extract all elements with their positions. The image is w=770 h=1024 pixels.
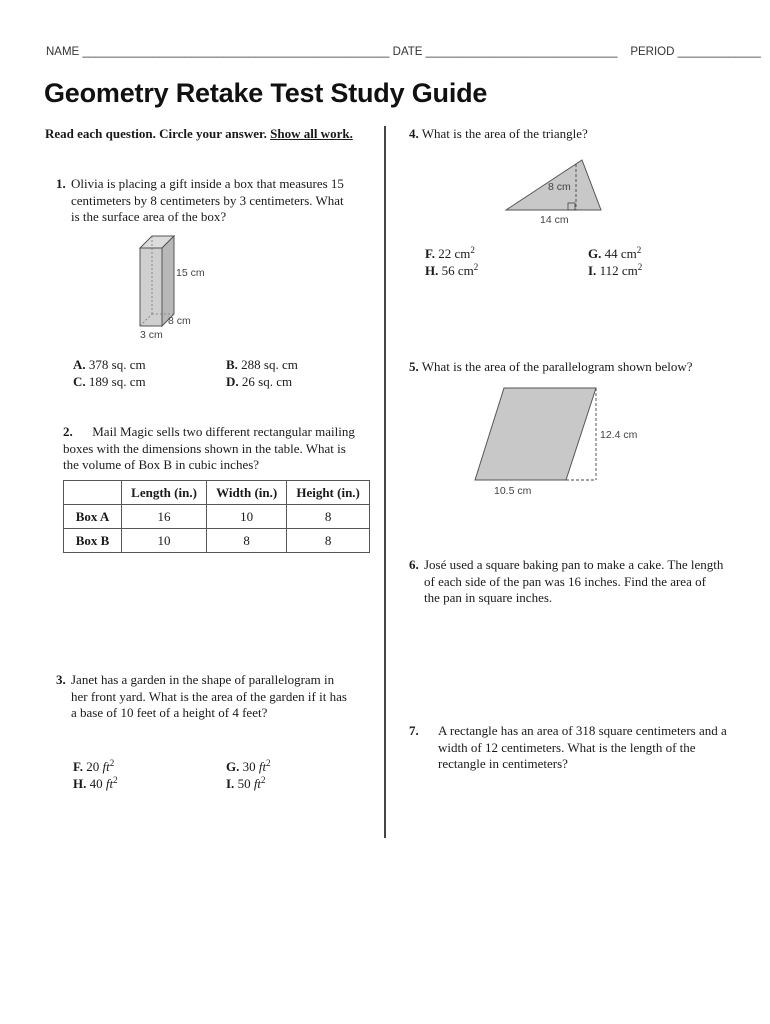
question-text: Olivia is placing a gift inside a box that measures 15 centimeters by 8 centimeters by 3 centimeters. What is the surface area of the box? xyxy=(71,176,344,224)
choice-c[interactable]: C. 189 sq. cm xyxy=(73,374,146,389)
table-header-row xyxy=(64,481,370,505)
question-4 xyxy=(409,126,739,143)
question-number: 4. xyxy=(409,126,419,141)
period-label: PERIOD xyxy=(630,46,675,58)
question-1 xyxy=(56,176,356,226)
table-header-cell: Height (in.) xyxy=(287,481,370,505)
name-blank[interactable]: ________________________________________________ xyxy=(82,46,390,58)
triangle-base-label: 14 cm xyxy=(540,214,569,226)
question-7 xyxy=(409,723,729,773)
table-cell: 10 xyxy=(122,529,207,553)
table-cell: 8 xyxy=(287,529,370,553)
parallelogram-height-label: 12.4 cm xyxy=(600,429,638,441)
question-number: 1. xyxy=(56,176,66,191)
instructions xyxy=(45,126,365,143)
table-cell: 16 xyxy=(122,505,207,529)
question-6 xyxy=(409,557,729,607)
table-row xyxy=(64,529,370,553)
table-cell: Box B xyxy=(64,529,122,553)
question-2 xyxy=(63,424,363,474)
box-height-label: 15 cm xyxy=(176,267,205,279)
date-label: DATE xyxy=(392,46,423,58)
question-number: 7. xyxy=(409,723,419,738)
box-width-label: 3 cm xyxy=(140,329,163,340)
triangle-figure xyxy=(500,158,610,228)
table-cell: Box A xyxy=(64,505,122,529)
table-cell: 8 xyxy=(207,529,287,553)
table-header-cell: Width (in.) xyxy=(207,481,287,505)
question-text: A rectangle has an area of 318 square centimeters and a width of 12 centimeters. What is the length of the rectangle in centimeters? xyxy=(438,723,727,771)
question-text: Mail Magic sells two different rectangular mailing boxes with the dimensions shown in the table. What is the volume of Box B in cubic inches? xyxy=(63,424,355,472)
parallelogram-base-label: 10.5 cm xyxy=(494,485,532,497)
choice-f[interactable]: F. 22 $cm^2$ xyxy=(425,245,475,261)
choice-h[interactable]: H. 56 $cm^2$ xyxy=(425,262,479,278)
instructions-emphasis: Show all work. xyxy=(270,126,353,141)
choice-a[interactable]: A. 378 sq. cm xyxy=(73,357,146,372)
question-number: 2. xyxy=(63,424,73,439)
table-header-cell xyxy=(64,481,122,505)
parallelogram-figure xyxy=(470,384,640,499)
question-text: José used a square baking pan to make a cake. The length of each side of the pan was 16 inches. Find the area of the pan in square inches. xyxy=(424,557,724,605)
box-side-face xyxy=(162,236,174,326)
box-front-face xyxy=(140,248,162,326)
choice-b[interactable]: B. 288 sq. cm xyxy=(226,357,298,372)
page-title: Geometry Retake Test Study Guide xyxy=(44,78,488,108)
question-5 xyxy=(409,359,739,376)
question-number: 5. xyxy=(409,359,419,374)
date-blank[interactable]: ______________________________ xyxy=(425,46,618,58)
question-3 xyxy=(56,672,356,722)
triangle-height-label: 8 cm xyxy=(548,181,571,193)
question-number: 3. xyxy=(56,672,66,687)
question-text: Janet has a garden in the shape of parallelogram in her front yard. What is the area of the garden if it has a base of 10 feet of a height of 4 feet? xyxy=(71,672,347,720)
column-divider xyxy=(384,126,386,838)
question-text: What is the area of the parallelogram shown below? xyxy=(421,359,693,374)
instructions-text: Read each question. Circle your answer. xyxy=(45,126,267,141)
choice-d[interactable]: D. 26 sq. cm xyxy=(226,374,293,389)
choice-h[interactable]: H. 40 $ft^2$ xyxy=(73,775,118,791)
dimensions-table xyxy=(63,480,370,553)
box-figure xyxy=(128,228,218,340)
choice-g[interactable]: G. 44 $cm^2$ xyxy=(588,245,642,261)
table-cell: 10 xyxy=(207,505,287,529)
period-blank[interactable]: _____________ xyxy=(677,46,761,58)
choice-f[interactable]: F. 20 $ft^2$ xyxy=(73,758,115,774)
box-depth-label: 8 cm xyxy=(168,315,191,327)
choice-i[interactable]: I. 50 $ft^2$ xyxy=(226,775,266,791)
choice-i[interactable]: I. 112 $cm^2$ xyxy=(588,262,643,278)
choice-g[interactable]: G. 30 $ft^2$ xyxy=(226,758,271,774)
header-row xyxy=(46,46,761,58)
question-number: 6. xyxy=(409,557,419,572)
table-header-cell: Length (in.) xyxy=(122,481,207,505)
name-label: NAME xyxy=(46,46,80,58)
table-row xyxy=(64,505,370,529)
question-text: What is the area of the triangle? xyxy=(421,126,588,141)
table-cell: 8 xyxy=(287,505,370,529)
parallelogram-shape xyxy=(475,388,596,480)
